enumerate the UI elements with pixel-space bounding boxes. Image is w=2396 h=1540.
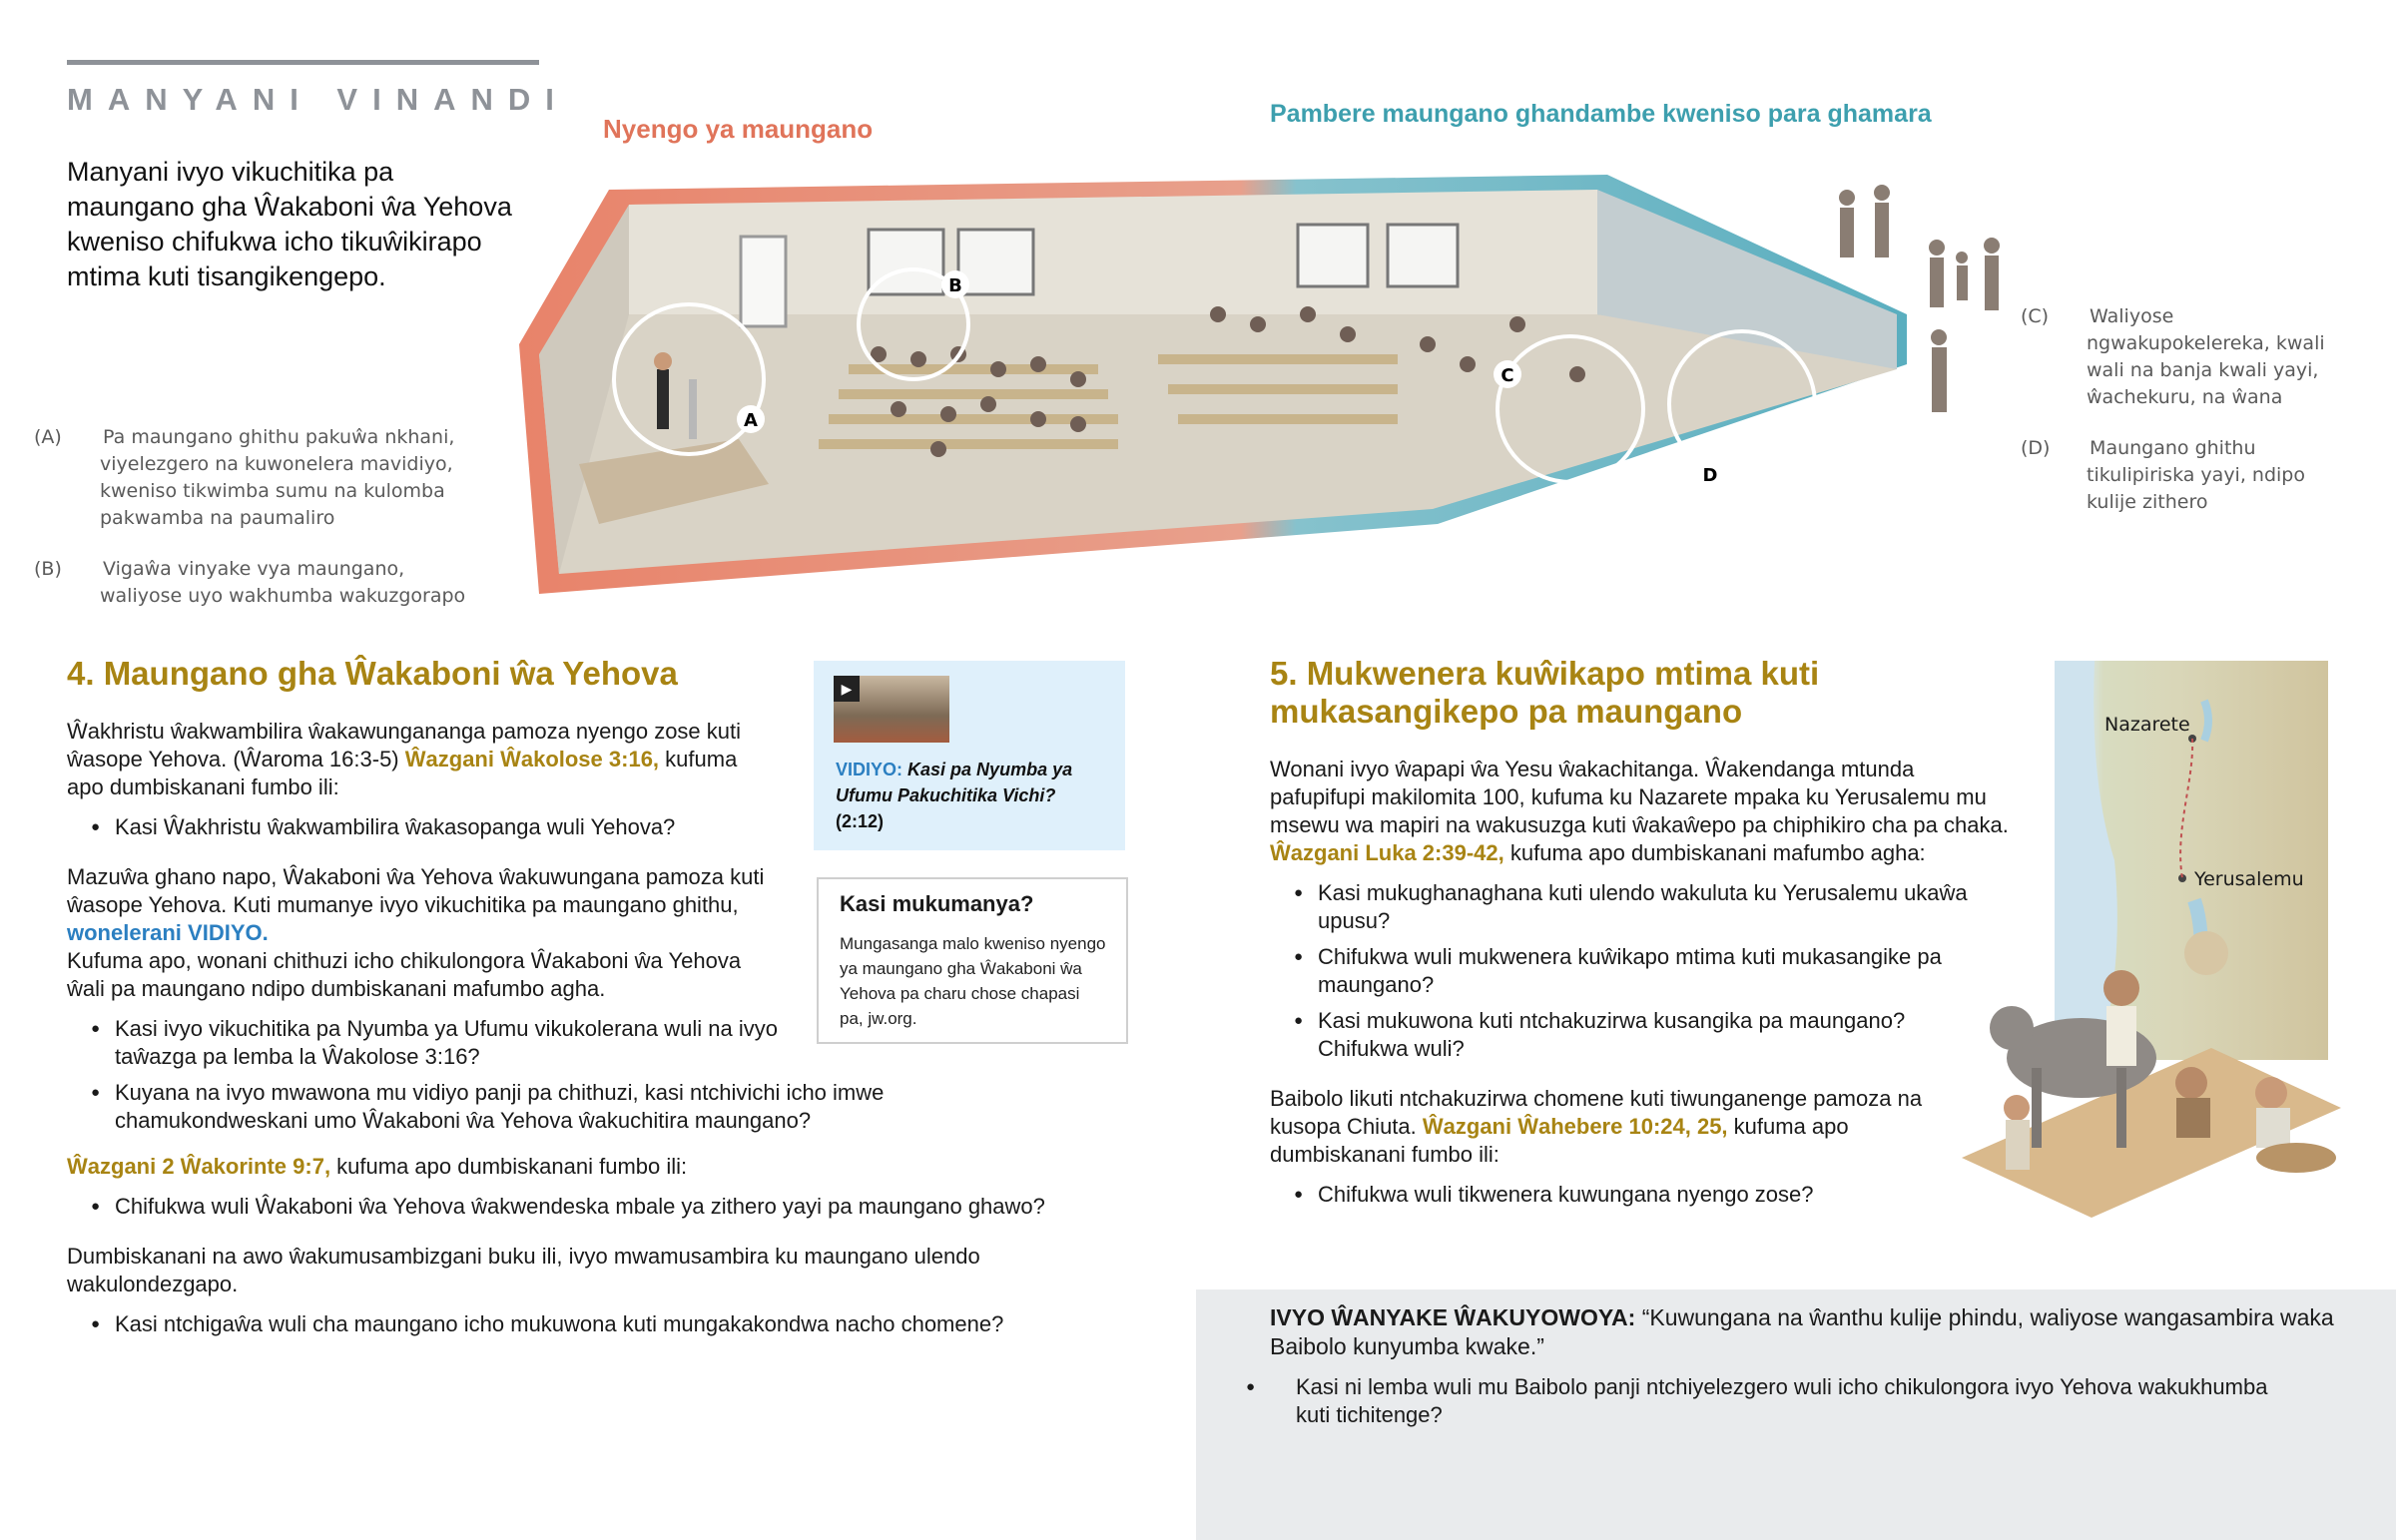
question-item: ● Kasi ni lemba wuli mu Baibolo panji ntchiyelezgero wuli icho chikulongora ivyo Yehova wakukhumba kuti tichitenge? <box>1222 1373 2270 1429</box>
question-item: ● Kuyana na ivyo mwawona mu vidiyo panji pa chithuzi, kasi ntchivichi icho imwe chamukondweskani umo Ŵakaboni ŵa Yehova ŵakuchitira maungano? <box>67 1079 983 1135</box>
did-you-know-box <box>817 877 1128 1044</box>
others-say-quote: “Kuwungana na ŵanthu kulije phindu, waliyose wangasambira waka Baibolo kunyumba kwake.” <box>1270 1304 2334 1359</box>
section5-questions-1 <box>1270 879 1969 1063</box>
caption-d <box>2021 435 2328 516</box>
section5-title: 5. Mukwenera kuŵikapo mtima kuti mukasangikepo pa maungano <box>1270 655 1820 730</box>
scripture-luke[interactable]: Ŵazgani Luka 2:39-42, <box>1270 840 1504 865</box>
others-say-text <box>1270 1303 2348 1361</box>
marker-d: D <box>1702 465 1718 486</box>
marker-a: A <box>744 410 758 431</box>
section5-para1-text: Wonani ivyo ŵapapi ŵa Yesu ŵakachitanga. Ŵakendanga mtunda pafupifupi makilomita 100, kufuma ku Nazarete mpaka ku Yerusalemu mu msewu wa mapiri na wakusuzga kuti ŵakaŵepo pa chiphikiro cha pa chaka. <box>1270 757 2009 837</box>
video-caption <box>836 757 1105 834</box>
section4-title: 4. Maungano gha Ŵakaboni ŵa Yehova <box>67 655 678 692</box>
section4-questions-2 <box>67 1015 885 1135</box>
section5-para1 <box>1270 756 2014 867</box>
section5-body <box>1270 756 2029 1217</box>
section4-questions-3 <box>67 1193 1045 1221</box>
arriving-people-illustration <box>1827 178 2027 482</box>
section4-para1-text: Ŵakhristu ŵakwambilira ŵakawungananga pamoza nyengo zose kuti ŵasope Yehova. (Ŵaroma 16:3-5) <box>67 719 742 771</box>
section4-para1-tail: kufuma apo dumbiskanani fumbo ili: <box>67 747 738 799</box>
question-item: ● Chifukwa wuli tikwenera kuwungana nyengo zose? <box>1270 1181 2029 1209</box>
section4-para2 <box>67 863 776 1003</box>
caption-a-text: Pa maungano ghithu pakuŵa nkhani, viyelezgero na kuwonelera mavidiyo, kweniso tikwimba sumu na kulomba pakwamba na paumaliro <box>100 426 455 529</box>
video-duration: (2:12) <box>836 811 885 831</box>
caption-b-text: Vigaŵa vinyake vya maungano, waliyose uyo wakhumba wakuzgorapo <box>100 558 466 607</box>
label-before-after-meeting: Pambere maungano ghandambe kweniso para ghamara <box>1270 100 1932 128</box>
section5-para2 <box>1270 1085 1979 1169</box>
label-during-meeting: Nyengo ya maungano <box>603 114 874 144</box>
section4-para3 <box>67 1153 786 1181</box>
video-title[interactable]: Kasi pa Nyumba ya Ufumu Pakuchitika Vichi? <box>836 760 1073 805</box>
question-item: ● Kasi Ŵakhristu ŵakwambilira ŵakasopanga wuli Yehova? <box>67 813 786 841</box>
travelers-donkey-illustration <box>1922 858 2381 1223</box>
others-say-label: IVYO ŴANYAKE ŴAKUYOWOYA: <box>1270 1304 1636 1330</box>
question-item: ● Chifukwa wuli Ŵakaboni ŵa Yehova ŵakwendeska mbale ya zithero yayi pa maungano ghawo? <box>67 1193 1173 1221</box>
map-label-jerusalem: Yerusalemu <box>2194 868 2304 890</box>
section4-para3-tail: kufuma apo dumbiskanani fumbo ili: <box>330 1154 688 1179</box>
play-icon[interactable]: ▶ <box>834 676 860 702</box>
question-item: ● Chifukwa wuli mukwenera kuŵikapo mtima kuti mukasangike pa maungano? <box>1270 943 1969 999</box>
caption-d-text: Maungano ghithu tikulipiriska yayi, ndipo kulije zithero <box>2087 437 2305 513</box>
caption-c <box>2021 303 2328 411</box>
video-card[interactable] <box>814 661 1125 850</box>
section5-para2-tail: kufuma apo dumbiskanani fumbo ili: <box>1270 1114 1849 1167</box>
marker-b: B <box>948 275 962 296</box>
intro-text: Manyani ivyo vikuchitika pa maungano gha Ŵakaboni ŵa Yehova kweniso chifukwa icho tikuŵikirapo mtima kuti tisangikengepo. <box>67 157 512 291</box>
caption-a-label: (A) <box>34 426 62 448</box>
section4-para1 <box>67 718 776 801</box>
map-label-nazareth: Nazarete <box>2104 714 2190 736</box>
scripture-2-corinthians[interactable]: Ŵazgani 2 Ŵakorinte 9:7, <box>67 1154 331 1179</box>
did-you-know-title: Kasi mukumanya? <box>840 891 1034 916</box>
watch-video-link[interactable]: wonelerani VIDIYO. <box>67 920 269 945</box>
question-item: ● Kasi ivyo vikuchitika pa Nyumba ya Ufumu vikukolerana wuli na ivyo taŵazga pa lemba la Ŵakolose 3:16? <box>67 1015 786 1071</box>
section4-questions-1 <box>67 813 786 841</box>
scripture-colossians[interactable]: Ŵazgani Ŵakolose 3:16, <box>404 747 660 771</box>
question-item: ● Kasi ntchigaŵa wuli cha maungano icho mukuwona kuti mungakakondwa nacho chomene? <box>67 1310 1173 1338</box>
page-kicker: MANYANI VINANDI <box>67 82 569 117</box>
question-item: ● Kasi mukuwona kuti ntchakuzirwa kusangika pa maungano? Chifukwa wuli? <box>1270 1007 1969 1063</box>
caption-d-label: (D) <box>2021 437 2051 459</box>
section5-para1-tail: kufuma apo dumbiskanani mafumbo agha: <box>1503 840 1926 865</box>
caption-b <box>34 556 486 610</box>
others-say-questions <box>1222 1373 2270 1437</box>
section4-questions-4 <box>67 1310 1004 1338</box>
section4-para4: Dumbiskanani na awo ŵakumusambizgani buku ili, ivyo mwamusambira ku maungano ulendo wakulondezgapo. <box>67 1244 980 1296</box>
caption-c-text: Waliyose ngwakupokelereka, kwali wali na banja kwali yayi, ŵachekuru, na ŵana <box>2087 305 2325 408</box>
section4-para2-text: Mazuŵa ghano napo, Ŵakaboni ŵa Yehova ŵakuwungana pamoza kuti ŵasope Yehova. Kuti mumanye ivyo vikuchitika pa maungano ghithu, <box>67 864 765 917</box>
caption-a <box>34 424 486 532</box>
section5-questions-2 <box>1270 1181 2029 1209</box>
kingdom-hall-illustration <box>519 165 1917 604</box>
scripture-hebrews[interactable]: Ŵazgani Ŵahebere 10:24, 25, <box>1422 1114 1728 1139</box>
caption-c-label: (C) <box>2021 305 2050 327</box>
video-label: VIDIYO: <box>836 760 903 779</box>
section4-para2-tail: Kufuma apo, wonani chithuzi icho chikulongora Ŵakaboni ŵa Yehova ŵali pa maungano ndipo dumbiskanani mafumbo agha. <box>67 948 742 1001</box>
caption-b-label: (B) <box>34 558 62 580</box>
marker-c: C <box>1500 365 1514 386</box>
section5-para2-text: Baibolo likuti ntchakuzirwa chomene kuti tiwunganenge pamoza na kusopa Chiuta. <box>1270 1086 1923 1139</box>
did-you-know-body: Mungasanga malo kweniso nyengo ya maungano gha Ŵakaboni ŵa Yehova pa charu chose chapasi pa, jw.org. <box>840 934 1106 1028</box>
question-item: ● Kasi mukughanaghana kuti ulendo wakuluta ku Yerusalemu ukaŵa upusu? <box>1270 879 1969 935</box>
header-rule <box>67 60 539 65</box>
others-say-panel <box>1196 1289 2396 1540</box>
